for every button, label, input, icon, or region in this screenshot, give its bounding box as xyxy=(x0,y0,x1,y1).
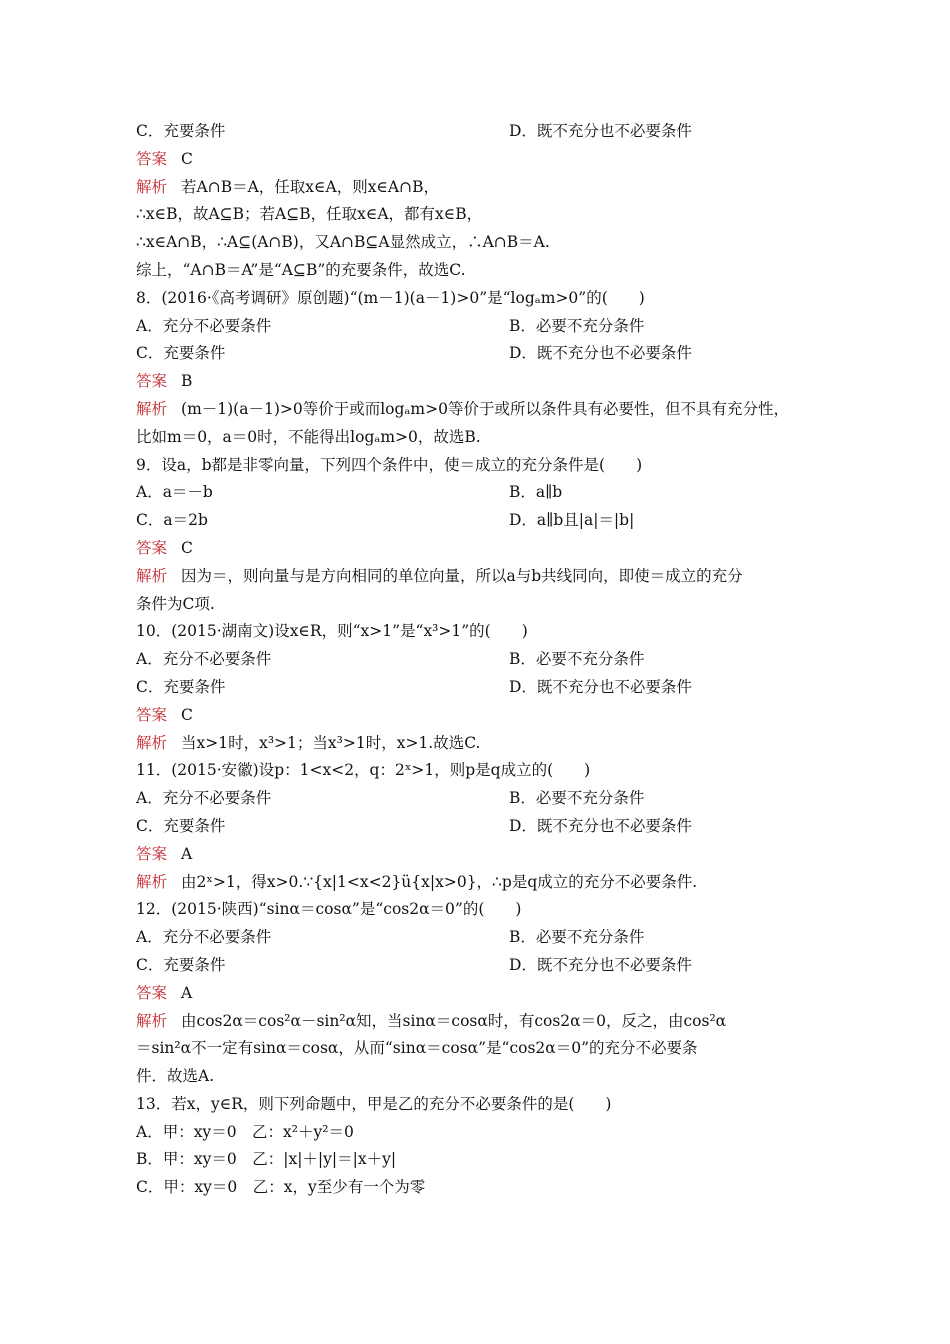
question-line: 9．设a，b都是非零向量，下列四个条件中，使＝成立的充分条件是( ) xyxy=(136,455,643,474)
answer-label: 答案 xyxy=(136,705,168,724)
option-right: D．既不充分也不必要条件 xyxy=(509,955,692,974)
answer-text: C xyxy=(181,149,193,168)
option-row xyxy=(136,674,816,702)
answer-label: 答案 xyxy=(136,983,168,1002)
text-line: 条件为C项. xyxy=(136,594,215,613)
option-left: A．充分不必要条件 xyxy=(136,928,272,947)
explanation-line xyxy=(136,563,816,591)
answer-line xyxy=(136,841,816,869)
answer-label: 答案 xyxy=(136,844,168,863)
explanation-text: (m－1)(a－1)>0等价于或而logₐm>0等价于或所以条件具有必要性，但不具有充分性， xyxy=(181,399,789,418)
option-row xyxy=(136,924,816,952)
text-line: A．甲：xy＝0 乙：x²＋y²＝0 xyxy=(136,1122,354,1141)
option-row xyxy=(136,785,816,813)
text-line: C．甲：xy＝0 乙：x，y至少有一个为零 xyxy=(136,1178,426,1197)
option-left: C．充要条件 xyxy=(136,955,226,974)
option-row xyxy=(136,340,816,368)
text-line: 比如m＝0，a＝0时，不能得出logₐm>0，故选B. xyxy=(136,427,481,446)
option-left: A．a＝－b xyxy=(136,483,213,502)
explanation-label: 解析 xyxy=(136,566,168,585)
question-line: 12．(2015·陕西)“sinα＝cosα”是“cos2α＝0”的( ) xyxy=(136,900,522,919)
option-right: D．既不充分也不必要条件 xyxy=(509,344,692,363)
text-line: ∴x∈A∩B，∴A⊆(A∩B)，又A∩B⊆A显然成立，∴A∩B＝A. xyxy=(136,233,550,252)
explanation-line xyxy=(136,730,816,758)
explanation-label: 解析 xyxy=(136,177,168,196)
explanation-text: 由2ˣ>1，得x>0.∵{x|1<x<2}ü{x|x>0}，∴p是q成立的充分不必要条件. xyxy=(181,872,698,891)
answer-label: 答案 xyxy=(136,372,168,391)
explanation-text: 由cos2α＝cos²α－sin²α知，当sinα＝cosα时，有cos2α＝0，反之，由cos²α xyxy=(181,1011,727,1030)
explanation-line xyxy=(136,396,816,424)
document-page xyxy=(136,118,816,1202)
option-left: C．充要条件 xyxy=(136,344,226,363)
answer-line xyxy=(136,535,816,563)
question-line: 10．(2015·湖南文)设x∈R，则“x>1”是“x³>1”的( ) xyxy=(136,622,528,641)
option-left: A．充分不必要条件 xyxy=(136,316,272,335)
option-right: B．必要不充分条件 xyxy=(509,650,645,669)
answer-label: 答案 xyxy=(136,538,168,557)
explanation-label: 解析 xyxy=(136,399,168,418)
option-right: B．必要不充分条件 xyxy=(509,928,645,947)
explanation-label: 解析 xyxy=(136,733,168,752)
option-row xyxy=(136,646,816,674)
option-row xyxy=(136,313,816,341)
explanation-text: 若A∩B＝A，任取x∈A，则x∈A∩B， xyxy=(181,177,439,196)
explanation-text: 当x>1时，x³>1；当x³>1时，x>1.故选C. xyxy=(181,733,481,752)
answer-line xyxy=(136,980,816,1008)
explanation-text: 因为＝，则向量与是方向相同的单位向量，所以a与b共线同向，即使＝成立的充分 xyxy=(181,566,743,585)
option-right: D．既不充分也不必要条件 xyxy=(509,816,692,835)
option-row xyxy=(136,118,816,146)
explanation-label: 解析 xyxy=(136,872,168,891)
option-right: B．a∥b xyxy=(509,483,563,502)
option-right: B．必要不充分条件 xyxy=(509,789,645,808)
option-row xyxy=(136,813,816,841)
option-row xyxy=(136,952,816,980)
answer-line xyxy=(136,368,816,396)
answer-line xyxy=(136,702,816,730)
option-row xyxy=(136,479,816,507)
option-row xyxy=(136,507,816,535)
text-line: 件．故选A. xyxy=(136,1067,215,1086)
question-line: 13．若x，y∈R，则下列命题中，甲是乙的充分不必要条件的是( ) xyxy=(136,1094,612,1113)
answer-text: A xyxy=(181,983,193,1002)
answer-text: C xyxy=(181,538,193,557)
option-left: C．a＝2b xyxy=(136,511,208,530)
question-line: 8．(2016·《高考调研》原创题)“(m－1)(a－1)>0”是“logₐm>0”的( ) xyxy=(136,288,645,307)
text-line: ∴x∈B，故A⊆B；若A⊆B，任取x∈A，都有x∈B， xyxy=(136,205,483,224)
option-right: B．必要不充分条件 xyxy=(509,316,645,335)
answer-line xyxy=(136,146,816,174)
option-left: A．充分不必要条件 xyxy=(136,789,272,808)
option-right: D．a∥b且|a|＝|b| xyxy=(509,511,635,530)
option-left: C．充要条件 xyxy=(136,122,226,140)
text-line: ＝sin²α不一定有sinα＝cosα，从而“sinα＝cosα”是“cos2α＝0”的充分不必要条 xyxy=(136,1039,698,1058)
explanation-line xyxy=(136,869,816,897)
question-line: 11．(2015·安徽)设p：1<x<2，q：2ˣ>1，则p是q成立的( ) xyxy=(136,761,591,780)
option-right: D．既不充分也不必要条件 xyxy=(509,677,692,696)
option-left: A．充分不必要条件 xyxy=(136,650,272,669)
option-left: C．充要条件 xyxy=(136,677,226,696)
text-line: 综上，“A∩B＝A”是“A⊆B”的充要条件，故选C. xyxy=(136,260,466,279)
explanation-label: 解析 xyxy=(136,1011,168,1030)
text-line: B．甲：xy＝0 乙：|x|＋|y|＝|x＋y| xyxy=(136,1150,397,1169)
answer-text: A xyxy=(181,844,193,863)
answer-text: B xyxy=(181,372,193,391)
answer-text: C xyxy=(181,705,193,724)
answer-label: 答案 xyxy=(136,149,168,168)
explanation-line xyxy=(136,174,816,202)
explanation-line xyxy=(136,1008,816,1036)
option-left: C．充要条件 xyxy=(136,816,226,835)
option-right: D．既不充分也不必要条件 xyxy=(509,122,692,140)
